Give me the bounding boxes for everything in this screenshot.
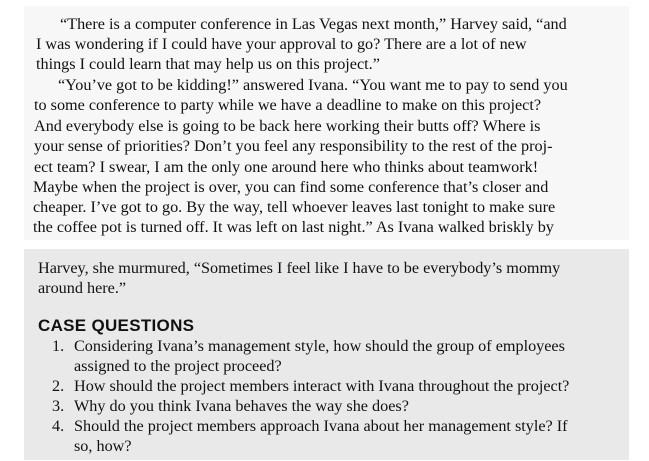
- passage-line: Harvey, she murmured, “Sometimes I feel like I have to be everybody’s mommy: [38, 259, 561, 277]
- passage-line: around here.”: [38, 279, 127, 297]
- question-text-continued: assigned to the project proceed?: [74, 357, 282, 375]
- passage-line: “There is a computer conference in Las Vegas next month,” Harvey said, “and: [60, 15, 567, 33]
- passage-line: things I could learn that may help us on this project.”: [36, 55, 380, 73]
- passage-line: I was wondering if I could have your approval to go? There are a lot of new: [36, 35, 527, 53]
- passage-line: Maybe when the project is over, you can find some conference that’s closer and: [33, 178, 549, 196]
- question-text: Considering Ivana’s management style, how should the group of employees: [74, 337, 565, 355]
- question-number: 3.: [52, 397, 65, 415]
- question-item: [52, 336, 565, 356]
- question-item: [52, 396, 409, 416]
- question-number: 2.: [52, 377, 65, 395]
- question-item: [52, 416, 568, 436]
- question-item: [52, 376, 569, 396]
- question-text: How should the project members interact with Ivana throughout the project?: [74, 377, 570, 395]
- passage-line: to some conference to party while we have a deadline to make on this project?: [34, 96, 542, 114]
- question-number: 1.: [52, 337, 65, 355]
- question-number: 4.: [52, 417, 65, 435]
- case-questions-heading: CASE QUESTIONS: [38, 316, 195, 335]
- passage-line: cheaper. I’ve got to go. By the way, tell whoever leaves last tonight to make sure: [33, 198, 556, 216]
- passage-line: the coffee pot is turned off. It was left on last night.” As Ivana walked briskly by: [33, 218, 554, 236]
- passage-line: “You’ve got to be kidding!” answered Ivana. “You want me to pay to send you: [58, 76, 568, 94]
- passage-line: your sense of priorities? Don’t you feel any responsibility to the rest of the proj-: [34, 137, 553, 155]
- question-text: Should the project members approach Ivana about her management style? If: [74, 417, 568, 435]
- passage-line: And everybody else is going to be back here working their butts off? Where is: [34, 117, 541, 135]
- question-text-continued: so, how?: [74, 437, 132, 455]
- passage-line: ect team? I swear, I am the only one around here who thinks about teamwork!: [34, 158, 539, 176]
- question-text: Why do you think Ivana behaves the way she does?: [74, 397, 409, 415]
